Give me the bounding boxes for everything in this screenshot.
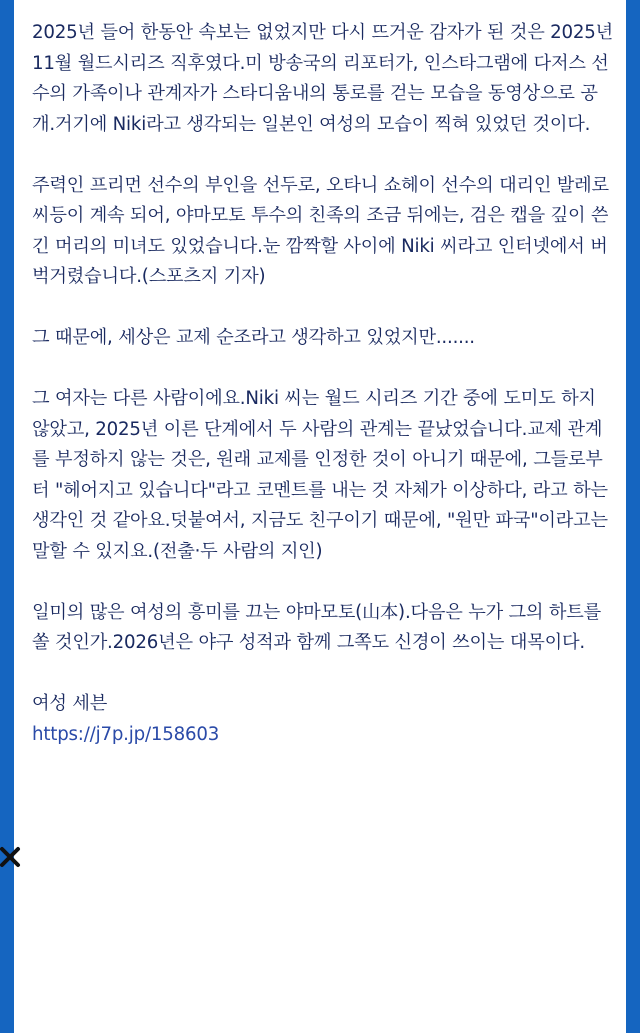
source-label: 여성 세븐: [32, 693, 108, 714]
article-paragraph-5: 일미의 많은 여성의 흥미를 끄는 야마모토(山本).다음은 누가 그의 하트를 쏠 것인가.2026년은 야구 성적과 함께 그쪽도 신경이 쓰이는 대목이다.: [32, 601, 601, 653]
article-body: [32, 18, 614, 750]
article-paragraph-2: 주력인 프리먼 선수의 부인을 선두로, 오타니 쇼헤이 선수의 대리인 발레로씨등이 계속 되어, 야마모토 투수의 친족의 조금 뒤에는, 검은 캡을 깊이 쓴 긴 머리의 미녀도 있었습니다.눈 깜짝할 사이에 Niki 씨라고 인터넷에서 버벅거렸습니다.(스포츠지 기자): [32, 174, 609, 287]
close-x-icon: [0, 846, 21, 868]
article-card: [14, 0, 626, 1033]
article-paragraph-1: 2025년 들어 한동안 속보는 없었지만 다시 뜨거운 감자가 된 것은 2025년 11월 월드시리즈 직후였다.미 방송국의 리포터가, 인스타그램에 다저스 선수의 가족이나 관계자가 스타디움내의 통로를 걷는 모습을 동영상으로 공개.거기에 Niki라고 생각되는 일본인 여성의 모습이 찍혀 있었던 것이다.: [32, 22, 614, 135]
article-paragraph-3: 그 때문에, 세상은 교제 순조라고 생각하고 있었지만.......: [32, 327, 475, 348]
article-paragraph-4: 그 여자는 다른 사람이에요.Niki 씨는 월드 시리즈 기간 중에 도미도 하지 않았고, 2025년 이른 단계에서 두 사람의 관계는 끝났었습니다.교제 관계를 부정하지 않는 것은, 원래 교제를 인정한 것이 아니기 때문에, 그들로부터 "헤어지고 있습니다"라고 코멘트를 내는 것 자체가 이상하다, 라고 하는 생각인 것 같아요.덧붙여서, 지금도 친구이기 때문에, "원만 파국"이라고는 말할 수 있지요.(전출·두 사람의 지인): [32, 388, 608, 562]
source-link[interactable]: https://j7p.jp/158603: [32, 723, 220, 745]
